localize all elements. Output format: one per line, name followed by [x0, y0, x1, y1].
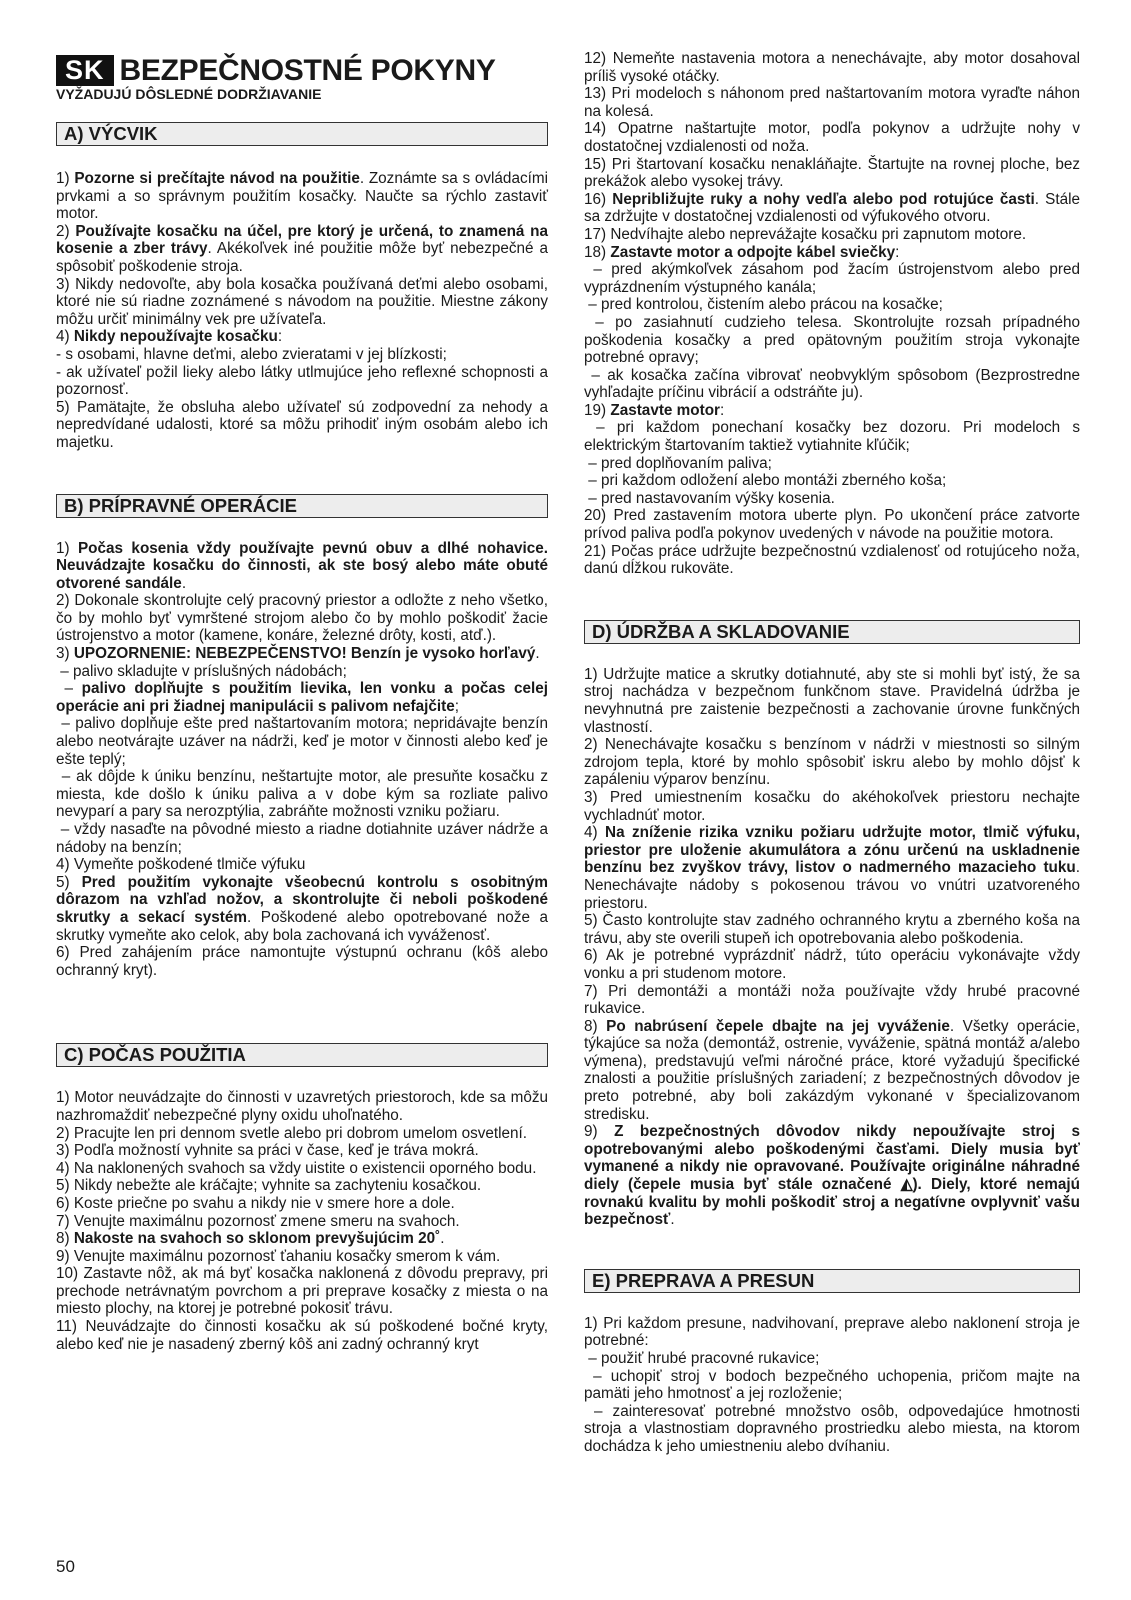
- paragraph: – ak dôjde k úniku benzínu, neštartujte motor, ale presuňte kosačku z miesta, kde došlo k úniku paliva a v dobe kým sa rozliate palivo nevyparí a pary sa nerozptýlia, zabráňte možnosti vzniku požiaru.: [56, 768, 548, 821]
- paragraph: – pred kontrolou, čistením alebo prácou na kosačke;: [584, 296, 943, 314]
- paragraph: – pred doplňovaním paliva;: [584, 454, 772, 472]
- section-a-body: [56, 170, 548, 452]
- paragraph: 6) Pred zahájením práce namontujte výstupnú ochranu (kôš alebo ochranný kryt).: [56, 944, 548, 979]
- paragraph: 2) Dokonale skontrolujte celý pracovný priestor a odložte z neho všetko, čo by mohlo byť vymrštené strojom alebo čo by mohlo poškodiť žacie ústrojenstvo a motor (kamene, konáre, železné drôty, kosti, atď.).: [56, 592, 548, 645]
- paragraph: 1) Udržujte matice a skrutky dotiahnuté, aby ste si mohli byť istý, že sa stroj nachádza v bezpečnom funkčnom stave. Pravidelná údržba je nevyhnutná pre zaistenie bezpečnosti a zachovanie úrovne funkčných vlastností.: [584, 665, 1080, 736]
- paragraph: 16) Nepribližujte ruky a nohy vedľa alebo pod rotujúce časti. Stále sa zdržujte v dostatočnej vzdialenosti od výfukového otvoru.: [584, 190, 1081, 226]
- paragraph: 21) Počas práce udržujte bezpečnostnú vzdialenosť od rotujúceho noža, danú dĺžkou rukoväte.: [584, 542, 1080, 578]
- paragraph: 7) Venujte maximálnu pozornosť zmene smeru na svahoch.: [56, 1212, 460, 1230]
- right-column: [584, 50, 1080, 1456]
- paragraph: 5) Často kontrolujte stav zadného ochranného krytu a zberného koša na trávu, aby ste overili stupeň ich opotrebovania alebo poškodenia.: [584, 912, 1080, 947]
- section-c-body: [56, 1089, 548, 1353]
- paragraph: – palivo skladujte v príslušných nádobách;: [56, 662, 347, 680]
- section-heading-a: A) VÝCVIK: [56, 122, 548, 146]
- paragraph: 4) Vymeňte poškodené tlmiče výfuku: [56, 856, 306, 874]
- paragraph: 19) Zastavte motor:: [584, 401, 725, 419]
- paragraph: 9) Z bezpečnostných dôvodov nikdy nepoužívajte stroj s opotrebovanými alebo poškodenými časťami. Diely musia byť vymanené a nikdy nie opravované. Používajte originálne náhradné diely (čepele musia byť stále označené ◭). Diely, ktoré nemajú rovnakú kvalitu by mohli poškodiť stroj a negatívne ovplyvniť vašu bezpečnosť.: [584, 1123, 1081, 1229]
- paragraph: – po zasiahnutí cudzieho telesa. Skontrolujte rozsah prípadného poškodenia kosačky a pred opätovným použitím stroja vykonajte potrebné opravy;: [584, 313, 1080, 367]
- paragraph: – vždy nasaďte na pôvodné miesto a riadne dotiahnite uzáver nádrže a nádoby na benzín;: [56, 821, 548, 856]
- section-c-continued: [584, 50, 1080, 578]
- paragraph: 14) Opatrne naštartujte motor, podľa pokynov a udržujte nohy v dostatočnej vzdialenosti od noža.: [584, 120, 1080, 155]
- section-b-body: [56, 540, 548, 980]
- section-e-body: [584, 1315, 1080, 1456]
- paragraph: 3) Pred umiestnením kosačku do akéhokoľvek priestoru nechajte vychladnúť motor.: [584, 788, 1080, 824]
- paragraph: 4) Na zníženie rizika vzniku požiaru udržujte motor, tlmič výfuku, priestor pre uloženie akumulátora a zónu určenú na uskladnenie benzínu bez zvyškov trávy, listov o nadmerného mazacieho tuku. Nenechávajte nádoby s pokosenou trávou vo vnútri uzatvoreného priestoru.: [584, 824, 1080, 912]
- paragraph: 8) Nakoste na svahoch so sklonom prevyšujúcim 20˚.: [56, 1230, 445, 1248]
- paragraph: 2) Používajte kosačku na účel, pre ktorý je určená, to znamená na kosenie a zber trávy. Akékoľvek iné použitie môže byť nebezpečné a spôsobiť poškodenie stroja.: [56, 222, 549, 275]
- paragraph: 2) Nenechávajte kosačku s benzínom v nádrži v miestnosti so silným zdrojom tepla, ktoré by mohlo spôsobiť iskru alebo by mohlo dôjsť k zapáleniu výparov benzínu.: [584, 736, 1080, 789]
- left-column: [56, 48, 548, 1353]
- language-badge: SK: [56, 55, 114, 86]
- paragraph: 1) Motor neuvádzajte do činnosti v uzavretých priestoroch, kde sa môžu nazhromaždiť nebezpečné plyny oxidu uhoľnatého.: [56, 1089, 548, 1124]
- paragraph: 12) Nemeňte nastavenia motora a nenechávajte, aby motor dosahoval príliš vysoké otáčky.: [584, 50, 1080, 85]
- paragraph: 4) Nikdy nepoužívajte kosačku:: [56, 328, 283, 346]
- header: [56, 48, 548, 86]
- paragraph: 11) Neuvádzajte do činnosti kosačku ak sú poškodené bočné kryty, alebo keď nie je nasadený zberný kôš ani zadný ochranný kryt: [56, 1318, 548, 1353]
- paragraph: – zainteresovať potrebné množstvo osôb, odpovedajúce hmotnosti stroja a vlastnostiam dopravného prostriedku alebo miesta, na ktorom dochádza k jeho umiestneniu alebo dvíhaniu.: [584, 1402, 1080, 1455]
- paragraph: – použiť hrubé pracovné rukavice;: [584, 1350, 820, 1367]
- paragraph: 1) Počas kosenia vždy používajte pevnú obuv a dlhé nohavice. Neuvádzajte kosačku do činnosti, ak ste bosý alebo máte obuté otvorené sandále.: [56, 539, 548, 592]
- paragraph: - ak užívateľ požil lieky alebo látky utlmujúce jeho reflexné schopnosti a pozornosť.: [56, 363, 548, 399]
- blade-mark-icon: ◭: [900, 1176, 913, 1194]
- paragraph: 20) Pred zastavením motora uberte plyn. Po ukončení práce zatvorte prívod paliva podľa pokynov uvedených v návode na použitie motora.: [584, 507, 1080, 543]
- section-d-body: [584, 666, 1080, 1229]
- section-heading-c: C) POČAS POUŽITIA: [56, 1043, 548, 1067]
- paragraph: 5) Pred použitím vykonajte všeobecnú kontrolu s osobitným dôrazom na vzhľad nožov, a skontrolujte či neboli poškodené skrutky a sekací systém. Poškodené alebo opotrebované nože a skrutky vymeňte ako celok, aby bola zachovaná ich vyváženosť.: [56, 873, 548, 944]
- paragraph: 10) Zastavte nôž, ak má byť kosačka naklonená z dôvodu prepravy, pri prechode netrávnatým povrchom a pri preprave kosačky z miesta o na miesto plochy, na ktorej je potrebné pokosiť trávu.: [56, 1265, 548, 1318]
- paragraph: – pred nastavovaním výšky kosenia.: [584, 489, 835, 507]
- paragraph: 6) Ak je potrebné vyprázdniť nádrž, túto operáciu vykonávajte vždy vonku a pri studenom motore.: [584, 947, 1080, 982]
- paragraph: 13) Pri modeloch s náhonom pred naštartovaním motora vyraďte náhon na kolesá.: [584, 85, 1080, 120]
- paragraph: – pred akýmkoľvek zásahom pod žacím ústrojenstvom alebo pred vyprázdnením výstupného kanála;: [584, 261, 1080, 296]
- page-number: 50: [56, 1557, 75, 1576]
- paragraph: – pri každom ponechaní kosačky bez dozoru. Pri modeloch s elektrickým štartovaním taktiež vytiahnite kľúčik;: [584, 419, 1080, 455]
- paragraph: 17) Nedvíhajte alebo neprevážajte kosačku pri zapnutom motore.: [584, 225, 1027, 243]
- paragraph: - s osobami, hlavne deťmi, alebo zvieratami v jej blízkosti;: [56, 345, 447, 363]
- paragraph: 5) Nikdy nebežte ale kráčajte; vyhnite sa zachyteniu kosačkou.: [56, 1177, 482, 1195]
- paragraph: 8) Po nabrúsení čepele dbajte na jej vyváženie. Všetky operácie, týkajúce sa noža (demontáž, ostrenie, vyváženie, spätná montáž a/alebo výmena), predstavujú veľmi náročné práce, ktoré vyžadujú špecifické znalosti a použitie príslušných zariadení; z bezpečnostných dôvodov je preto potrebné, aby boli zakázdým vykonané v špecializovanom stredisku.: [584, 1017, 1080, 1123]
- paragraph: 1) Pozorne si prečítajte návod na použitie. Zoznámte sa s ovládacími prvkami a so správnym použitím kosačky. Naučte sa rýchlo zastaviť motor.: [56, 170, 548, 223]
- paragraph: 4) Na naklonených svahoch sa vždy uistite o existencii oporného bodu.: [56, 1159, 537, 1177]
- paragraph: – pri každom odložení alebo montáži zberného koša;: [584, 472, 947, 490]
- paragraph: 3) UPOZORNENIE: NEBEZPEČENSTVO! Benzín je vysoko horľavý.: [56, 645, 540, 663]
- paragraph: – ak kosačka začína vibrovať neobvyklým spôsobom (Bezprostredne vyhľadajte príčinu vibrácií a odstráňte ju).: [584, 366, 1080, 402]
- paragraph: 15) Pri štartovaní kosačku nenakláňajte. Štartujte na rovnej ploche, bez prekážok alebo vysokej trávy.: [584, 155, 1080, 191]
- paragraph: 7) Pri demontáži a montáži noža používajte vždy hrubé pracovné rukavice.: [584, 982, 1080, 1018]
- page-subtitle: VYŽADUJÚ DÔSLEDNÉ DODRŽIAVANIE: [56, 86, 322, 102]
- paragraph: 3) Nikdy nedovoľte, aby bola kosačka používaná deťmi alebo osobami, ktoré nie sú riadne zoznámené s návodom na použitie. Miestne zákony môžu určiť minimálny vek pre užívateľa.: [56, 275, 548, 328]
- paragraph: – palivo doplňujte s použitím lievika, len vonku a počas celej operácie ani pri žiadnej manipulácii s palivom nefajčite;: [56, 680, 549, 715]
- paragraph: 2) Pracujte len pri dennom svetle alebo pri dobrom umelom osvetlení.: [56, 1124, 528, 1142]
- paragraph: 1) Pri každom presune, nadvihovaní, preprave alebo naklonení stroja je potrebné:: [584, 1314, 1080, 1350]
- paragraph: 9) Venujte maximálnu pozornosť ťahaniu kosačky smerom k vám.: [56, 1247, 501, 1265]
- paragraph: 6) Koste priečne po svahu a nikdy nie v smere hore a dole.: [56, 1194, 455, 1212]
- paragraph: 18) Zastavte motor a odpojte kábel sviečky:: [584, 243, 900, 261]
- paragraph: – uchopiť stroj v bodoch bezpečného uchopenia, pričom majte na pamäti jeho hmotnosť a jej rozloženie;: [584, 1367, 1080, 1403]
- section-heading-b: B) PRÍPRAVNÉ OPERÁCIE: [56, 494, 548, 518]
- section-heading-e: E) PREPRAVA A PRESUN: [584, 1269, 1080, 1293]
- paragraph: 5) Pamätajte, že obsluha alebo užívateľ sú zodpovední za nehody a nepredvídané udalosti, ktoré sa môžu prihodiť iným osobám alebo ich majetku.: [56, 398, 548, 451]
- section-heading-d: D) ÚDRŽBA A SKLADOVANIE: [584, 620, 1080, 644]
- paragraph: – palivo doplňuje ešte pred naštartovaním motora; nepridávajte benzín alebo neotvárajte uzáver na nádrži, keď je motor v činnosti alebo keď je ešte teplý;: [56, 715, 548, 768]
- page-title: BEZPEČNOSTNÉ POKYNY: [119, 54, 496, 87]
- paragraph: 3) Podľa možností vyhnite sa práci v čase, keď je tráva mokrá.: [56, 1142, 479, 1160]
